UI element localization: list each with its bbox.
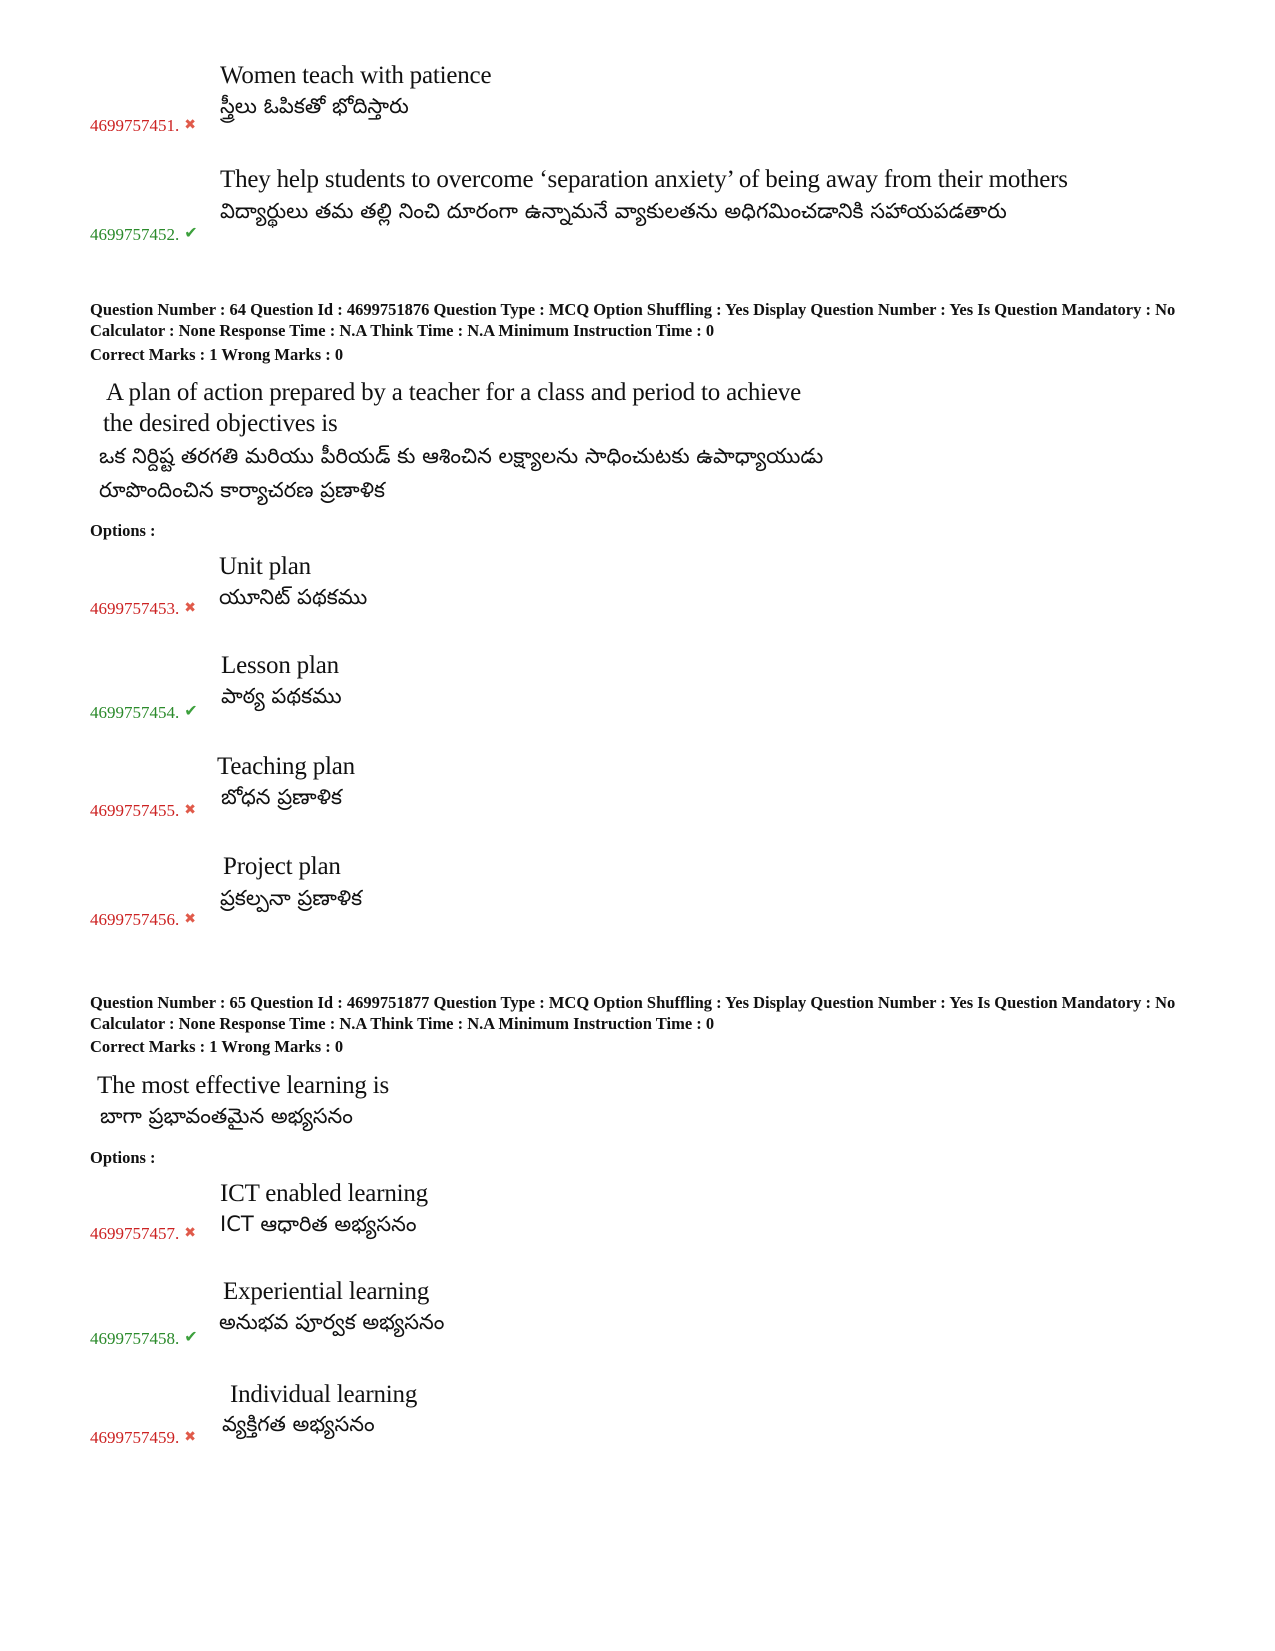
option-id: 4699757458. ✔ [90,1329,198,1348]
options-label: Options : [90,1148,156,1167]
option-text-te: బోధన ప్రణాళిక [221,785,342,809]
option-text-te: ప్రకల్పనా ప్రణాళిక [220,886,363,910]
option-text-en: Lesson plan [221,652,339,679]
option-text-te: యూనిట్ పథకము [219,585,368,609]
check-mark-icon: ✔ [184,1329,198,1346]
cross-mark-icon: ✖ [184,912,196,927]
option-id: 4699757456. ✖ [90,910,196,929]
option-id: 4699757457. ✖ [90,1224,196,1243]
option-id: 4699757459. ✖ [90,1428,196,1447]
option-id: 4699757452. ✔ [90,225,198,244]
option-text-te: అనుభవ పూర్వక అభ్యసనం [219,1310,445,1334]
cross-mark-icon: ✖ [184,118,196,133]
option-text-en: Unit plan [219,553,311,580]
option-text-te: వ్యక్తిగత అభ్యసనం [222,1412,375,1436]
option-text-en: Project plan [223,853,341,880]
cross-mark-icon: ✖ [184,1226,196,1241]
option-text-en: Teaching plan [217,753,355,780]
option-text-en: ICT enabled learning [220,1180,428,1207]
check-mark-icon: ✔ [184,703,198,720]
question-marks: Correct Marks : 1 Wrong Marks : 0 [90,1037,344,1056]
option-text-en: They help students to overcome ‘separation anxiety’ of being away from their mothers [220,166,1068,193]
option-id: 4699757453. ✖ [90,599,196,618]
cross-mark-icon: ✖ [184,1430,196,1445]
question-text-te: రూపొందించిన కార్యాచరణ ప్రణాళిక [99,478,385,502]
question-text-te: ఒక నిర్దిష్ట తరగతి మరియు పీరియడ్ కు ఆశించిన లక్ష్యాలను సాధించుటకు ఉపాధ్యాయుడు [99,444,824,468]
option-text-te: స్త్రీలు ఓపికతో భోదిస్తారు [220,94,409,118]
option-text-te: పాఠ్య పథకము [221,684,342,708]
question-meta: Question Number : 65 Question Id : 4699751877 Question Type : MCQ Option Shuffling : Yes Display Question Number : Yes Is Question Mandatory : No Calculator : None Response Time : N.A Think Time : N.A Minimum Instruction Time : 0 [90,993,1176,1033]
question-text-te: బాగా ప్రభావంతమైన అభ్యసనం [100,1104,353,1128]
question-text-en: the desired objectives is [103,410,338,437]
question-text-en: The most effective learning is [97,1072,390,1099]
check-mark-icon: ✔ [184,225,198,242]
question-marks: Correct Marks : 1 Wrong Marks : 0 [90,345,344,364]
option-id: 4699757454. ✔ [90,703,198,722]
option-id: 4699757451. ✖ [90,116,196,135]
option-text-en: Experiential learning [223,1278,430,1305]
option-text-te: ICT ఆధారిత అభ్యసనం [220,1212,417,1236]
cross-mark-icon: ✖ [184,601,196,616]
cross-mark-icon: ✖ [184,803,196,818]
options-label: Options : [90,521,156,540]
question-text-en: A plan of action prepared by a teacher for a class and period to achieve [106,379,801,406]
option-id: 4699757455. ✖ [90,801,196,820]
question-meta: Question Number : 64 Question Id : 4699751876 Question Type : MCQ Option Shuffling : Yes Display Question Number : Yes Is Question Mandatory : No Calculator : None Response Time : N.A Think Time : N.A Minimum Instruction Time : 0 [90,300,1176,340]
option-text-en: Women teach with patience [220,62,492,89]
option-text-te: విద్యార్థులు తమ తల్లి నించి దూరంగా ఉన్నామనే వ్యాకులతను అధిగమించడానికి సహాయపడతారు [220,199,1007,223]
option-text-en: Individual learning [230,1381,418,1408]
